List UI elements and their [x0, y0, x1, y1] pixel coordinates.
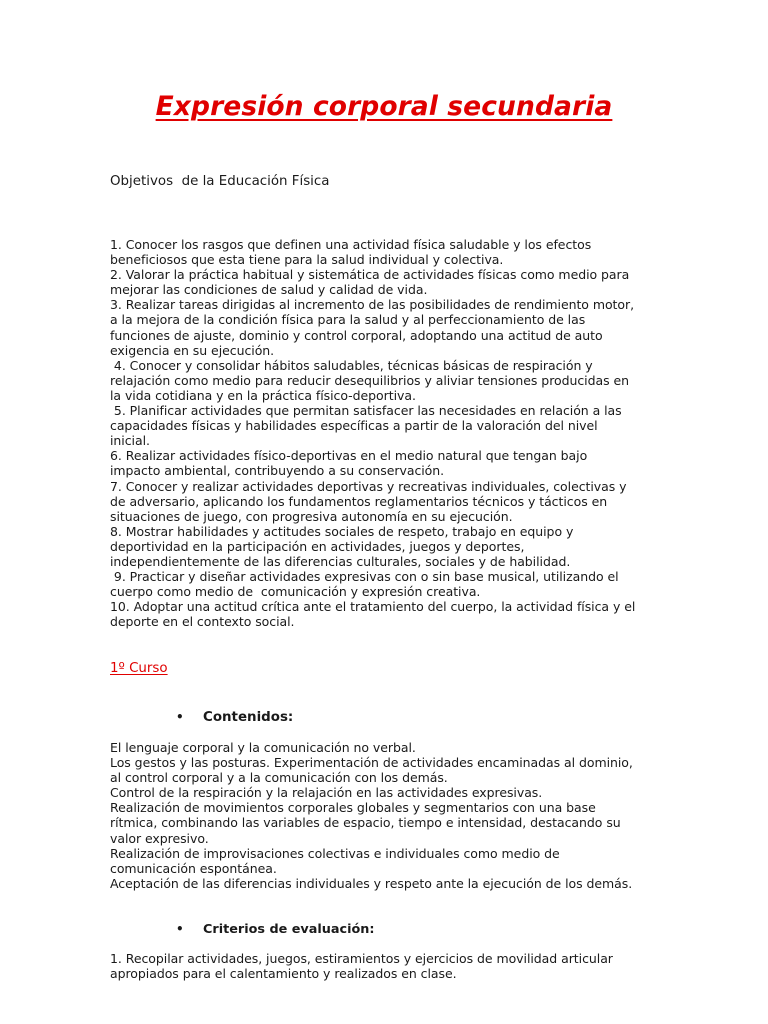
content-line: Aceptación de las diferencias individuales y respeto ante la ejecución de los demás. — [110, 875, 633, 891]
objective-line: 8. Mostrar habilidades y actitudes sociales de respeto, trabajo en equipo y — [110, 523, 574, 539]
objective-line: 1. Conocer los rasgos que definen una actividad física saludable y los efectos — [110, 237, 592, 252]
content-line: valor expresivo. — [110, 830, 209, 846]
objective-line: exigencia en su ejecución. — [110, 342, 275, 358]
objective-line: cuerpo como medio de comunicación y expresión creativa. — [110, 584, 481, 600]
contents-heading — [176, 708, 293, 727]
objective-line: relajación como medio para reducir desequilibrios y aliviar tensiones producidas en — [110, 372, 630, 388]
objectives-list — [110, 237, 666, 629]
objective-line: 5. Planificar actividades que permitan satisfacer las necesidades en relación a las — [110, 403, 622, 419]
objective-line: 4. Conocer y consolidar hábitos saludables, técnicas básicas de respiración y — [110, 357, 593, 373]
criteria-line: apropiados para el calentamiento y realizados en clase. — [110, 966, 457, 982]
objective-line: deporte en el contexto social. — [110, 614, 295, 630]
criteria-list — [110, 951, 666, 981]
bullet-icon: • — [176, 710, 184, 724]
content-line: rítmica, combinando las variables de espacio, tiempo e intensidad, destacando su — [110, 815, 621, 831]
objective-line: funciones de ajuste, dominio y control corporal, adoptando una actitud de auto — [110, 327, 603, 343]
objective-line: inicial. — [110, 433, 150, 449]
objective-line: 7. Conocer y realizar actividades deportivas y recreativas individuales, colectivas y — [110, 478, 627, 494]
objective-line: impacto ambiental, contribuyendo a su conservación. — [110, 463, 445, 479]
objective-line: 6. Realizar actividades físico-deportivas en el medio natural que tengan bajo — [110, 448, 588, 464]
objective-line: capacidades físicas y habilidades específicas a partir de la valoración del nivel — [110, 418, 598, 434]
objective-line: 10. Adoptar una actitud crítica ante el tratamiento del cuerpo, la actividad física y el — [110, 599, 636, 615]
objective-line: beneficiosos que esta tiene para la salud individual y colectiva. — [110, 252, 504, 268]
bullet-icon: • — [176, 922, 184, 936]
content-line: Los gestos y las posturas. Experimentación de actividades encaminadas al dominio, — [110, 755, 633, 771]
objective-line: deportividad en la participación en actividades, juegos y deportes, — [110, 538, 525, 554]
content-line: Realización de improvisaciones colectivas e individuales como medio de — [110, 845, 560, 861]
contents-list — [110, 740, 666, 891]
objective-line: 3. Realizar tareas dirigidas al incremento de las posibilidades de rendimiento motor, — [110, 297, 635, 313]
criteria-line: 1. Recopilar actividades, juegos, estiramientos y ejercicios de movilidad articular — [110, 951, 613, 966]
objective-line: de adversario, aplicando los fundamentos reglamentarios técnicos y tácticos en — [110, 493, 608, 509]
criteria-heading-label: Criterios de evaluación: — [203, 922, 375, 937]
course-heading[interactable]: 1º Curso — [110, 661, 168, 676]
document-title: Expresión corporal secundaria — [155, 91, 613, 122]
objective-line: 2. Valorar la práctica habitual y sistemática de actividades físicas como medio para — [110, 267, 630, 283]
objective-line: a la mejora de la condición física para la salud y al perfeccionamiento de las — [110, 312, 586, 328]
content-line: comunicación espontánea. — [110, 860, 277, 876]
content-line: El lenguaje corporal y la comunicación no verbal. — [110, 740, 416, 755]
objectives-heading: Objetivos de la Educación Física — [110, 174, 330, 189]
objective-line: situaciones de juego, con progresiva autonomía en su ejecución. — [110, 508, 513, 524]
content-line: Control de la respiración y la relajación en las actividades expresivas. — [110, 785, 543, 801]
content-line: al control corporal y a la comunicación con los demás. — [110, 770, 448, 786]
objective-line: independientemente de las diferencias culturales, sociales y de habilidad. — [110, 553, 571, 569]
contents-heading-label: Contenidos: — [203, 710, 294, 725]
objective-line: la vida cotidiana y en la práctica físico-deportiva. — [110, 387, 416, 403]
objective-line: mejorar las condiciones de salud y calidad de vida. — [110, 282, 428, 298]
objective-line: 9. Practicar y diseñar actividades expresivas con o sin base musical, utilizando el — [110, 569, 619, 585]
criteria-heading — [176, 920, 375, 939]
content-line: Realización de movimientos corporales globales y segmentarios con una base — [110, 800, 596, 816]
